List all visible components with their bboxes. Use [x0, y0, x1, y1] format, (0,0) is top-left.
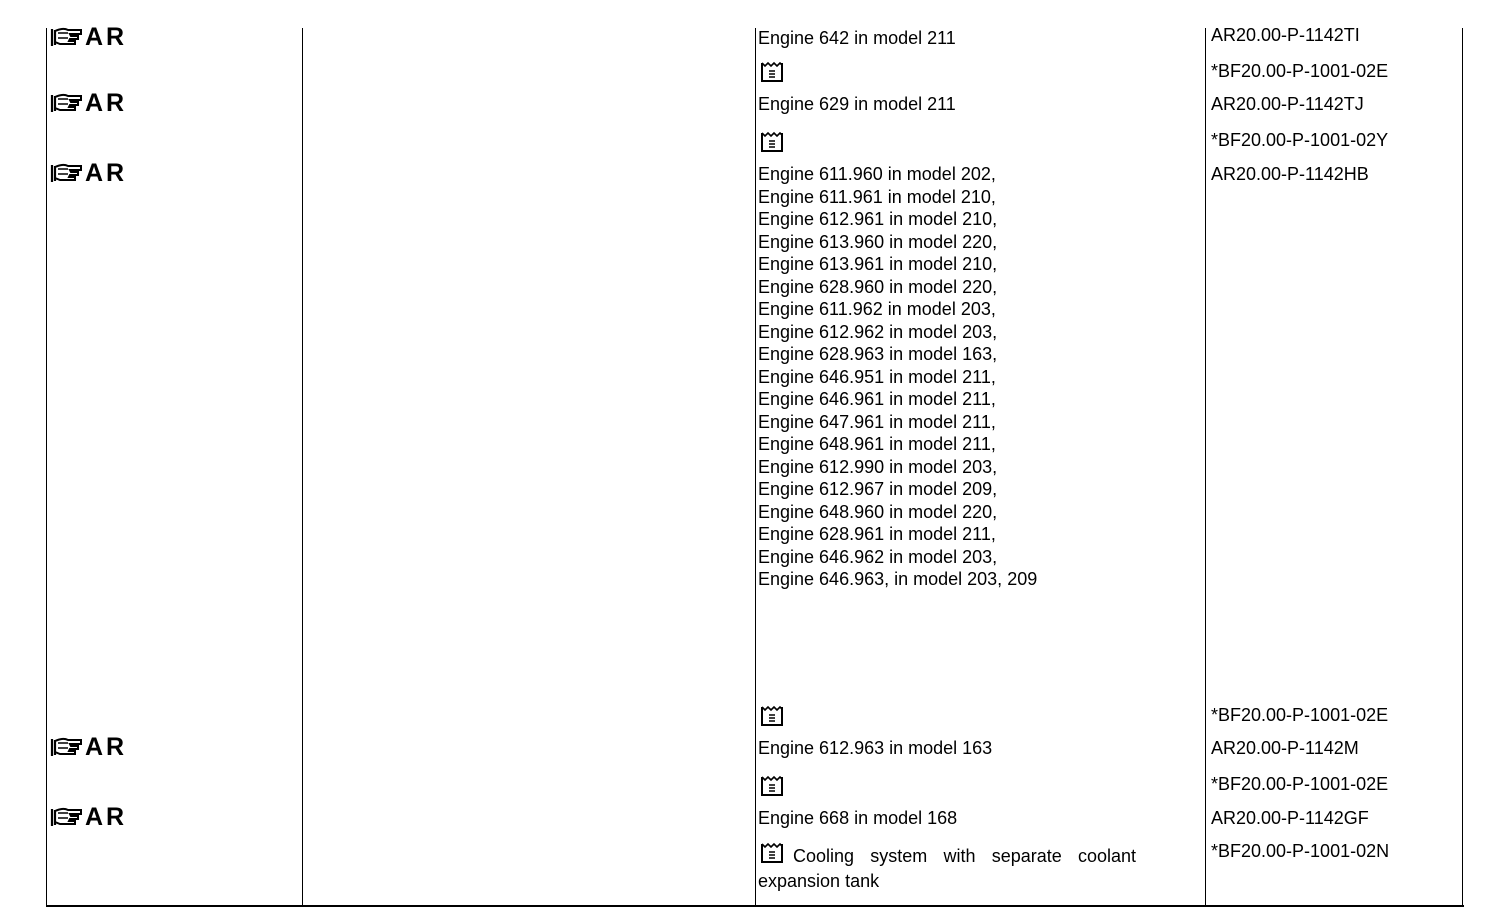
applicability-text	[758, 737, 992, 760]
applicability-line: Engine 668 in model 168	[758, 808, 958, 828]
pointing-hand-icon	[50, 162, 85, 184]
ar-reference-marker[interactable]	[50, 734, 127, 760]
ar-document-ref[interactable]: AR20.00-P-1142M	[1211, 738, 1359, 758]
applicability-line: Engine 613.961 in model 210,	[758, 254, 998, 274]
applicability-text	[758, 93, 956, 116]
ar-reference-marker[interactable]	[50, 804, 127, 830]
applicability-line: Engine 646.963, in model 203, 209	[758, 569, 1038, 589]
ar-reference-marker[interactable]	[50, 24, 127, 50]
ar-reference-marker[interactable]	[50, 160, 127, 186]
applicability-line: Engine 648.960 in model 220,	[758, 501, 998, 522]
ar-document-ref[interactable]: AR20.00-P-1142TJ	[1211, 94, 1364, 114]
ar-label: AR	[85, 732, 128, 761]
applicability-text	[758, 163, 1037, 591]
bf-document-ref[interactable]: *BF20.00-P-1001-02N	[1211, 841, 1390, 861]
bf-document-ref[interactable]: *BF20.00-P-1001-02Y	[1211, 130, 1389, 150]
applicability-line: Engine 628.961 in model 211,	[758, 524, 996, 544]
column-divider-3	[1205, 28, 1206, 906]
ar-label: AR	[85, 158, 128, 187]
applicability-line: Engine 612.961 in model 210,	[758, 209, 998, 229]
applicability-line: Engine 646.962 in model 203,	[758, 546, 998, 567]
pointing-hand-icon	[50, 92, 85, 114]
document-note-icon	[759, 774, 785, 798]
table-left-border	[46, 28, 47, 906]
applicability-line: Engine 611.961 in model 210,	[758, 186, 996, 207]
ar-reference-marker[interactable]	[50, 90, 127, 116]
bf-document-ref[interactable]: *BF20.00-P-1001-02E	[1211, 774, 1389, 794]
bf-document-ref[interactable]: *BF20.00-P-1001-02E	[1211, 61, 1389, 81]
document-note-icon	[759, 60, 785, 84]
note-text: Cooling system with separate coolant expansion tank	[758, 846, 1136, 891]
pointing-hand-icon	[50, 736, 85, 758]
applicability-text	[758, 27, 956, 50]
applicability-line: Engine 628.963 in model 163,	[758, 344, 998, 364]
applicability-line: Engine 613.960 in model 220,	[758, 231, 998, 252]
bf-document-ref[interactable]: *BF20.00-P-1001-02E	[1211, 705, 1389, 725]
pointing-hand-icon	[50, 806, 85, 828]
applicability-line: Engine 611.962 in model 203,	[758, 299, 996, 319]
document-note-icon	[759, 130, 785, 154]
applicability-line: Engine 646.961 in model 211,	[758, 389, 996, 409]
applicability-line: Engine 642 in model 211	[758, 28, 956, 48]
applicability-line: Engine 628.960 in model 220,	[758, 276, 998, 297]
applicability-line: Engine 612.967 in model 209,	[758, 479, 998, 499]
pointing-hand-icon	[50, 26, 85, 48]
ar-label: AR	[85, 88, 128, 117]
ar-label: AR	[85, 802, 128, 831]
applicability-text	[758, 807, 957, 830]
column-divider-1	[302, 28, 303, 906]
document-note-icon	[759, 704, 785, 728]
table-bottom-border	[46, 905, 1464, 907]
applicability-line: Engine 647.961 in model 211,	[758, 411, 996, 432]
table-right-border	[1462, 28, 1463, 906]
applicability-line: Engine 612.963 in model 163	[758, 738, 993, 758]
ar-document-ref[interactable]: AR20.00-P-1142HB	[1211, 164, 1369, 184]
applicability-line: Engine 611.960 in model 202,	[758, 164, 996, 184]
ar-document-ref[interactable]: AR20.00-P-1142TI	[1211, 25, 1360, 45]
applicability-line: Engine 648.961 in model 211,	[758, 434, 996, 454]
applicability-line: Engine 646.951 in model 211,	[758, 366, 996, 387]
applicability-line: Engine 612.962 in model 203,	[758, 321, 998, 342]
column-divider-2	[755, 28, 756, 906]
ar-label: AR	[85, 22, 128, 51]
applicability-line: Engine 612.990 in model 203,	[758, 456, 998, 477]
ar-document-ref[interactable]: AR20.00-P-1142GF	[1211, 808, 1369, 828]
applicability-line: Engine 629 in model 211	[758, 94, 956, 114]
